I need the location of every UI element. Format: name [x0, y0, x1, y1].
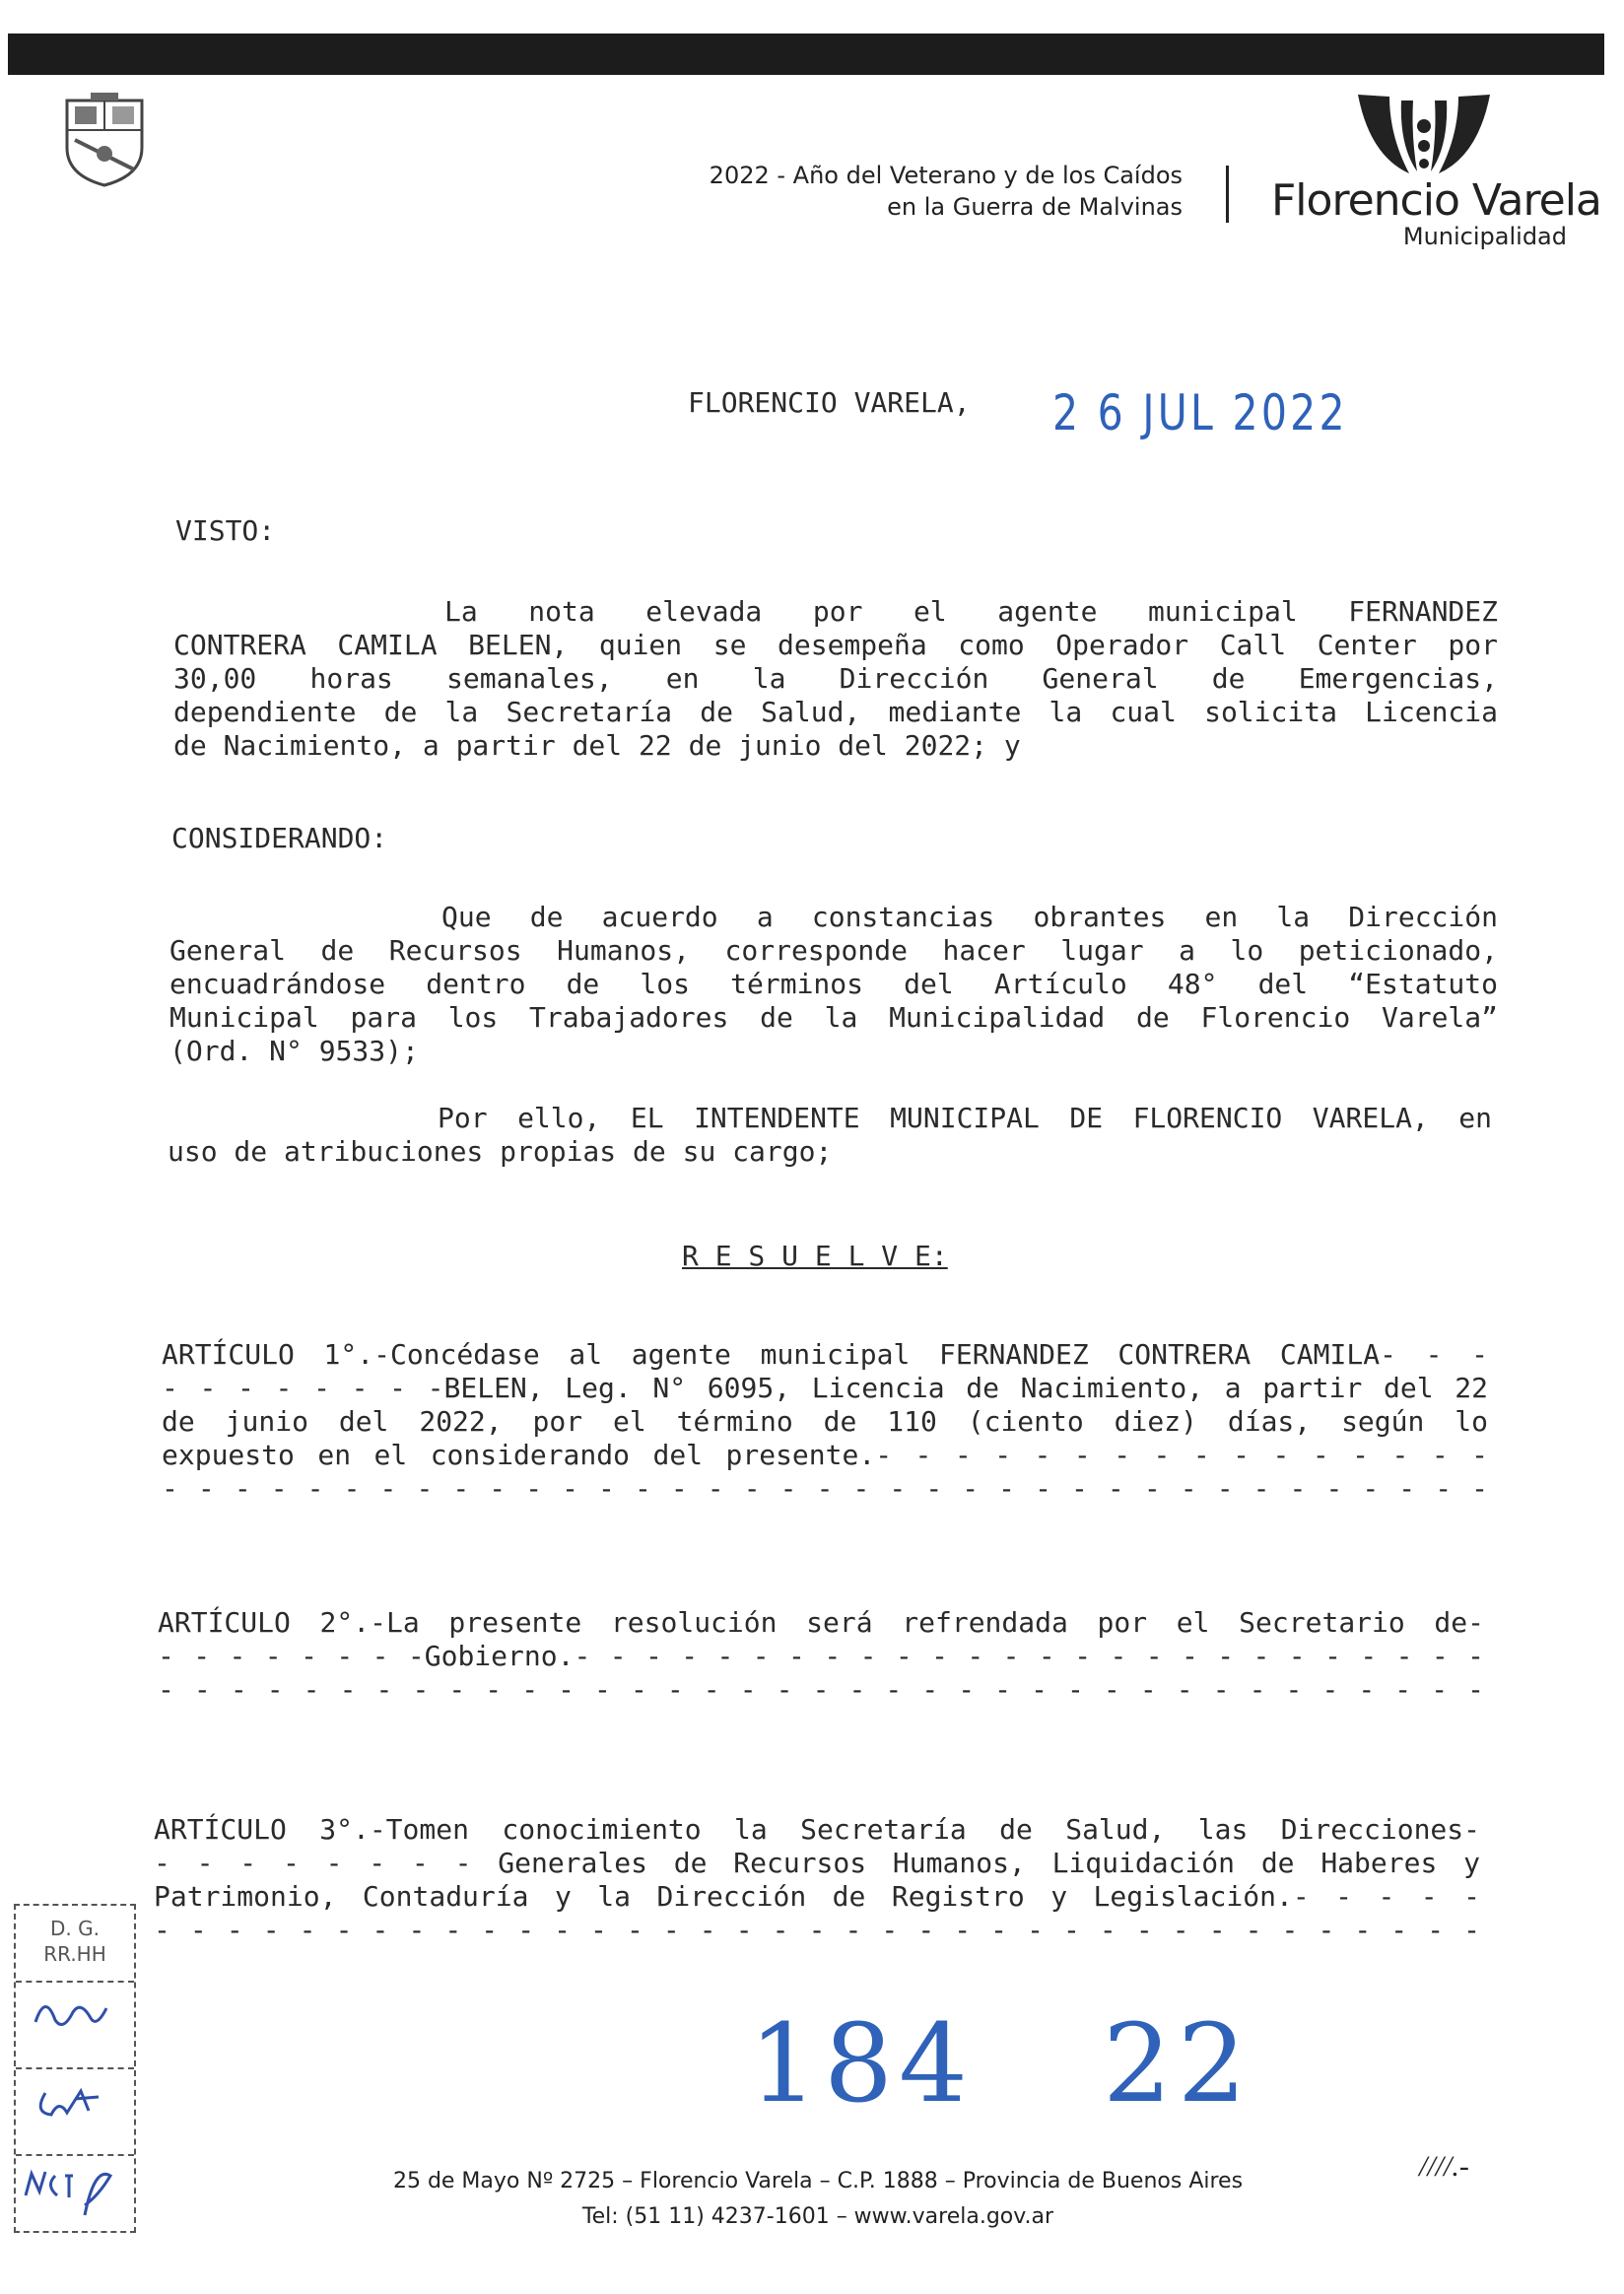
resolution-year: 22: [1102, 2000, 1252, 2126]
initials-cell: [16, 1981, 134, 2054]
text-line: ARTÍCULO 1°.-Concédase al agente municipal FERNANDEZ CONTRERA CAMILA- - -: [162, 1338, 1488, 1371]
text-line: La nota elevada por el agente municipal FERNANDEZ: [444, 595, 1498, 628]
initials-scribble-icon: [16, 1983, 124, 2042]
text-line: Patrimonio, Contaduría y la Dirección de Registro y Legislación.- - - - -: [154, 1880, 1480, 1913]
considerando-heading: CONSIDERANDO:: [171, 822, 388, 854]
text-line: Que de acuerdo a constancias obrantes en la Dirección: [441, 901, 1498, 933]
text-line: de junio del 2022, por el término de 110 (ciento diez) días, según lo: [162, 1405, 1488, 1438]
municipal-crest-icon: [61, 91, 148, 189]
rrhh-label-1: D. G.: [50, 1917, 100, 1940]
text-line: ARTÍCULO 3°.-Tomen conocimiento la Secretaría de Salud, las Direcciones-: [154, 1813, 1480, 1846]
text-line: uso de atribuciones propias de su cargo;: [168, 1135, 833, 1168]
text-line: encuadrándose dentro de los términos del Artículo 48° del “Estatuto: [169, 968, 1498, 1000]
signature-scribble-icon: [16, 2156, 124, 2225]
initials-cell: [16, 2067, 134, 2140]
florencio-varela-logo-icon: [1350, 87, 1498, 185]
text-line: Municipal para los Trabajadores de la Municipalidad de Florencio Varela”: [169, 1001, 1498, 1034]
initials-scribble-icon: [16, 2069, 124, 2128]
article-3: [154, 1813, 1480, 1947]
text-line: 30,00 horas semanales, en la Dirección General de Emergencias,: [173, 662, 1498, 695]
text-line: - - - - - - - -BELEN, Leg. N° 6095, Licencia de Nacimiento, a partir del 22: [162, 1372, 1488, 1404]
text-line: expuesto en el considerando del presente.- - - - - - - - - - - - - - - -: [162, 1439, 1488, 1471]
text-line: dependiente de la Secretaría de Salud, mediante la cual solicita Licencia: [173, 696, 1498, 728]
resuelve-heading: R E S U E L V E:: [682, 1240, 948, 1272]
text-line: General de Recursos Humanos, corresponde hacer lugar a lo peticionado,: [169, 934, 1498, 967]
resolution-number-stamp: [749, 2000, 1252, 2126]
continuation-mark: ////.-: [1419, 2150, 1469, 2183]
article-2: [158, 1606, 1484, 1707]
text-line: - - - - - - - - - - - - - - - - - - - - - - - - - - - - - - - - - - - - -: [158, 1673, 1484, 1706]
text-line: Por ello, EL INTENDENTE MUNICIPAL DE FLORENCIO VARELA, en: [438, 1102, 1492, 1134]
article-1: [162, 1338, 1488, 1506]
place-label: FLORENCIO VARELA,: [688, 386, 971, 419]
text-line: - - - - - - - - - - - - - - - - - - - - - - - - - - - - - - - - - - - - -: [162, 1472, 1488, 1505]
text-line: ARTÍCULO 2°.-La presente resolución será refrendada por el Secretario de-: [158, 1606, 1484, 1639]
text-line: (Ord. N° 9533);: [169, 1035, 419, 1067]
motto-line-1: 2022 - Año del Veterano y de los Caídos: [709, 162, 1183, 189]
logo-name: Florencio Varela: [1271, 175, 1601, 226]
footer-contact: Tel: (51 11) 4237-1601 – www.varela.gov.ar: [581, 2204, 1054, 2229]
visto-paragraph: [173, 595, 1498, 763]
rrhh-label-2: RR.HH: [43, 1942, 106, 1966]
rrhh-initials-box: [14, 1904, 136, 2233]
text-line: - - - - - - - - - - - - - - - - - - - - - - - - - - - - - - - - - - - - -: [154, 1914, 1480, 1946]
motto-line-2: en la Guerra de Malvinas: [887, 193, 1183, 221]
footer-address: 25 de Mayo Nº 2725 – Florencio Varela – C.P. 1888 – Provincia de Buenos Aires: [392, 2169, 1244, 2193]
top-scan-bar: [8, 34, 1604, 75]
page-footer: [374, 2164, 1261, 2235]
text-line: - - - - - - - -Gobierno.- - - - - - - - - - - - - - - - - - - - - - - - - -: [158, 1640, 1484, 1672]
text-line: de Nacimiento, a partir del 22 de junio del 2022; y: [173, 729, 1021, 762]
text-line: CONTRERA CAMILA BELEN, quien se desempeña como Operador Call Center por: [173, 629, 1498, 661]
visto-heading: VISTO:: [175, 514, 276, 547]
considerando-paragraph: [169, 901, 1498, 1068]
text-line: - - - - - - - - Generales de Recursos Humanos, Liquidación de Haberes y: [154, 1847, 1480, 1879]
logo-subtitle: Municipalidad: [1402, 223, 1567, 250]
por-ello-paragraph: [168, 1102, 1492, 1169]
resolution-number: 184: [749, 2000, 974, 2126]
date-stamp: 2 6 JUL 2022: [1052, 384, 1348, 441]
year-motto: [631, 160, 1183, 223]
initials-cell: [16, 2154, 134, 2227]
header-divider: [1226, 166, 1229, 223]
